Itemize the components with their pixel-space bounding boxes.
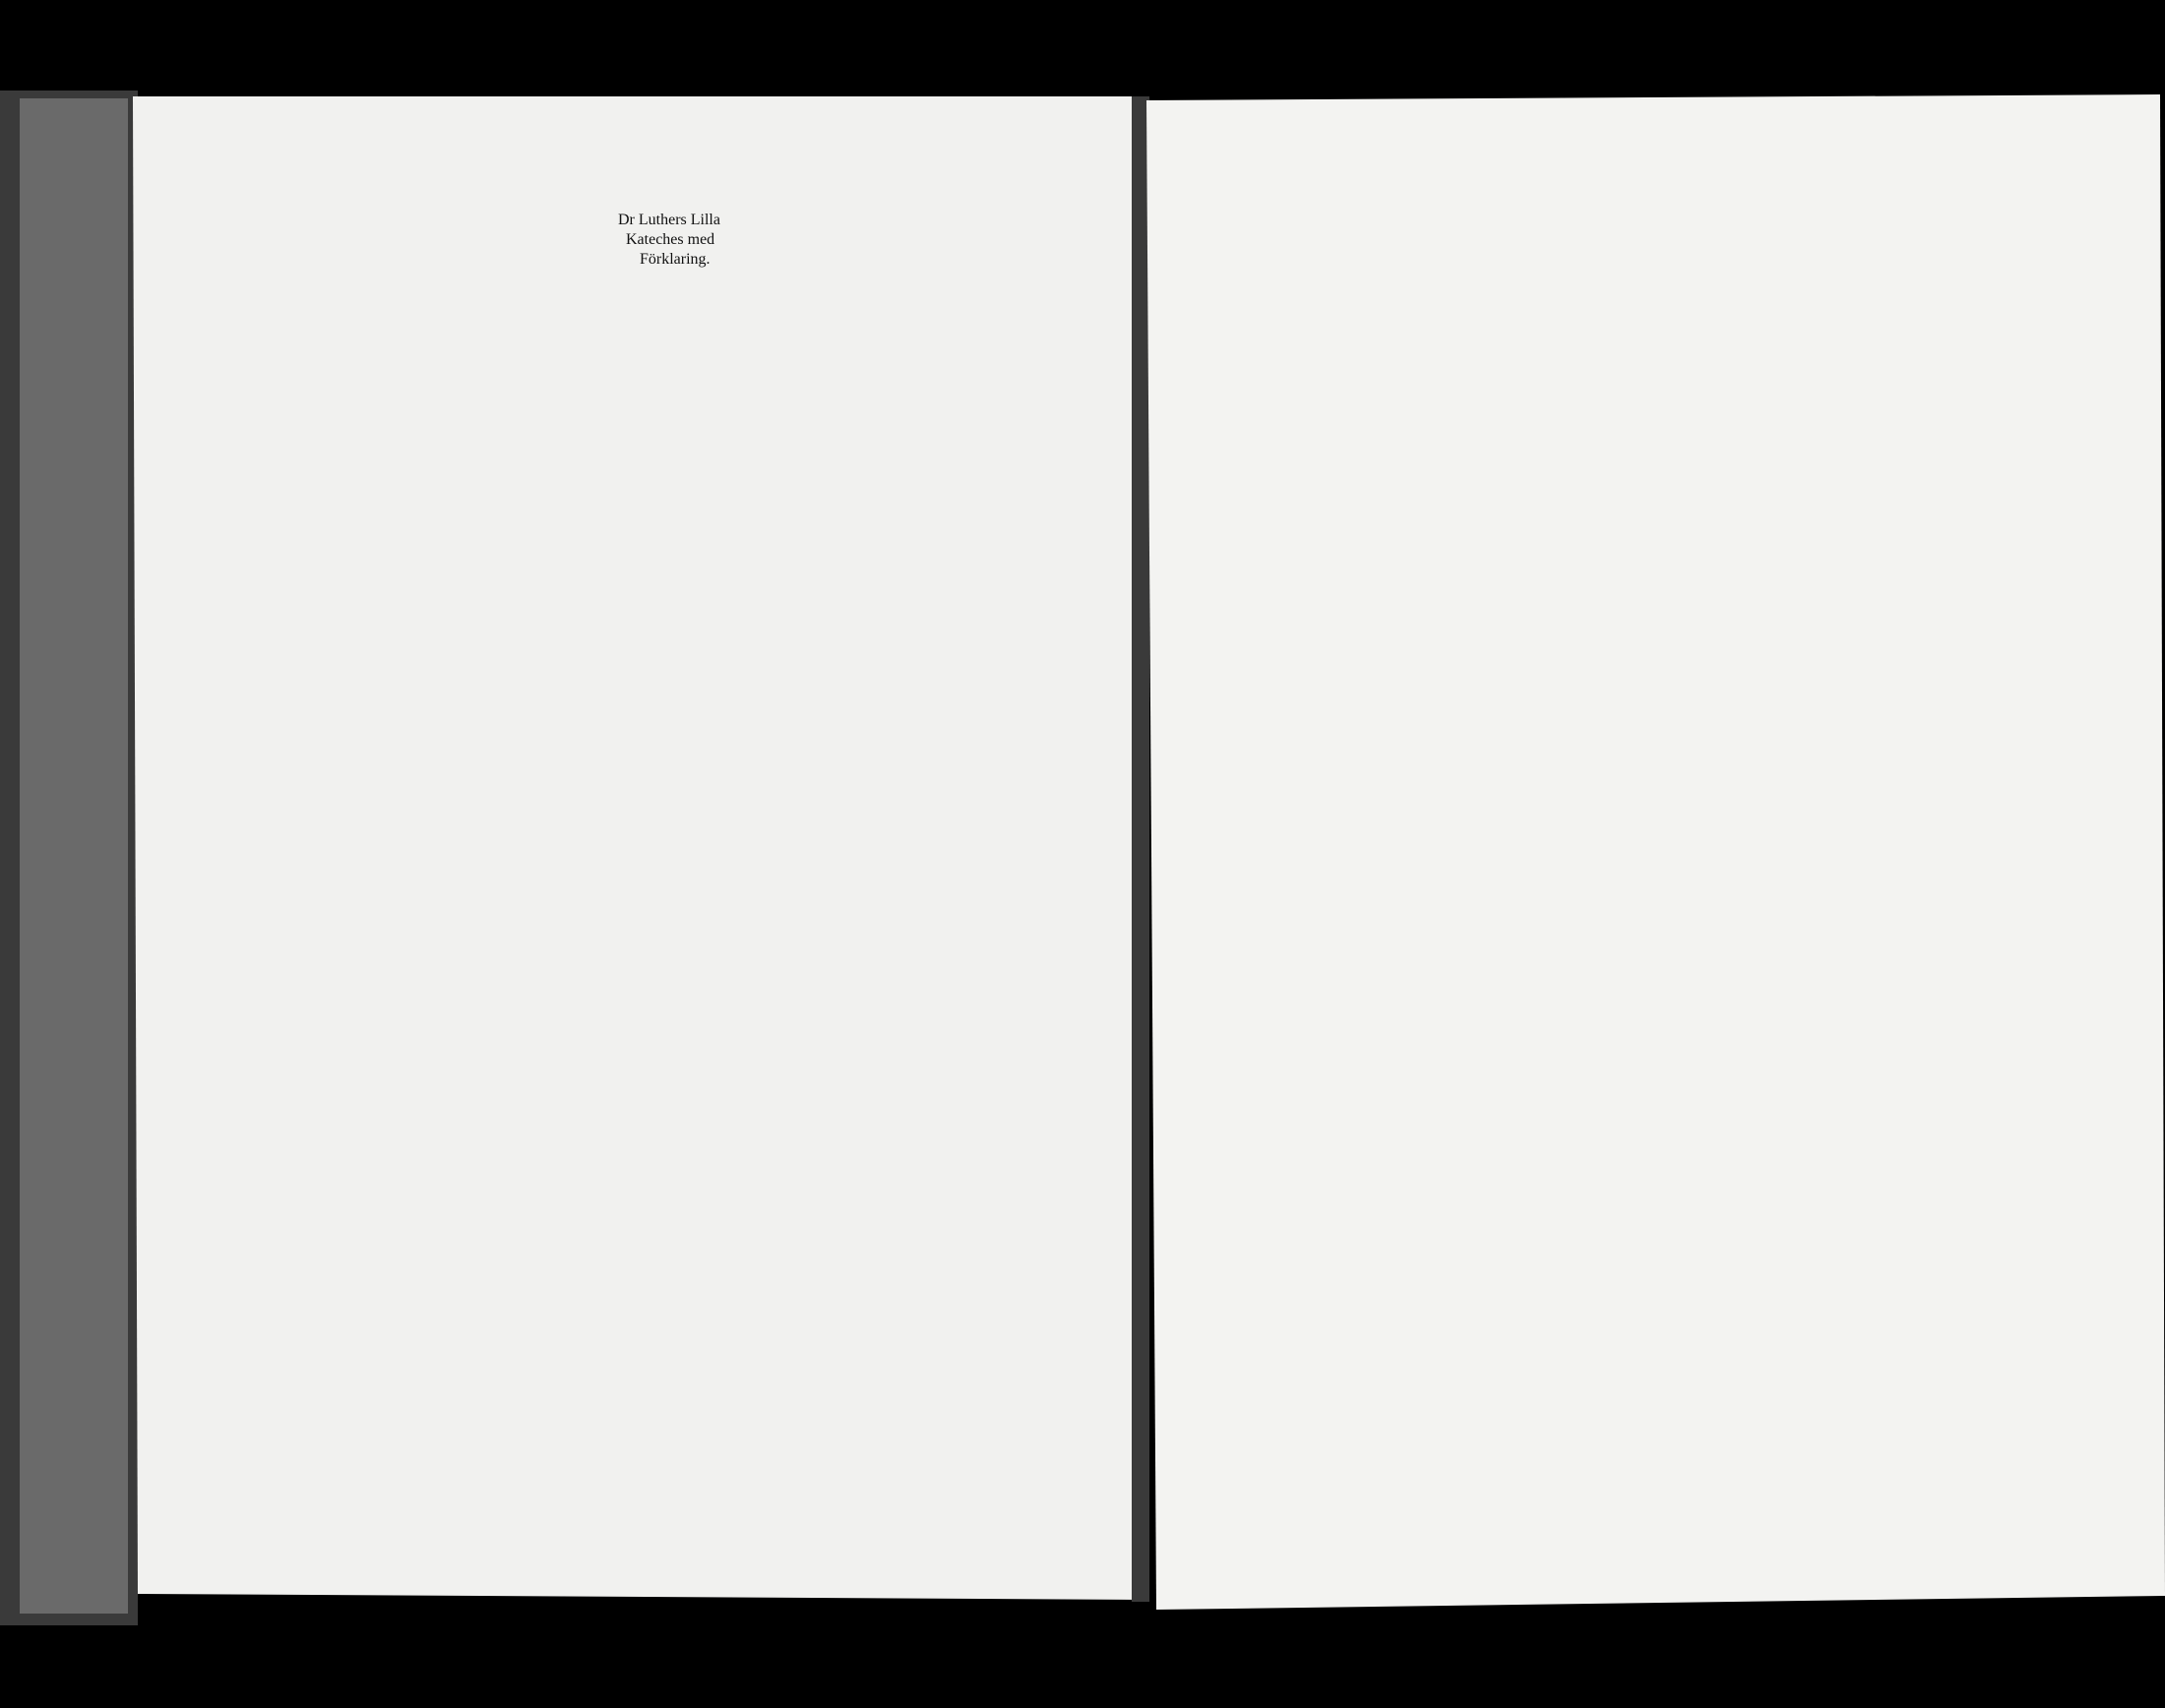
gutter: [1132, 96, 1149, 1602]
page-stack: [0, 91, 138, 1625]
right-page: [1146, 94, 2165, 1610]
left-page: [133, 96, 1140, 1600]
luther-header: Dr Luthers Lilla Kateches med Förklaring.: [618, 212, 720, 268]
right-header: [1639, 224, 2135, 293]
